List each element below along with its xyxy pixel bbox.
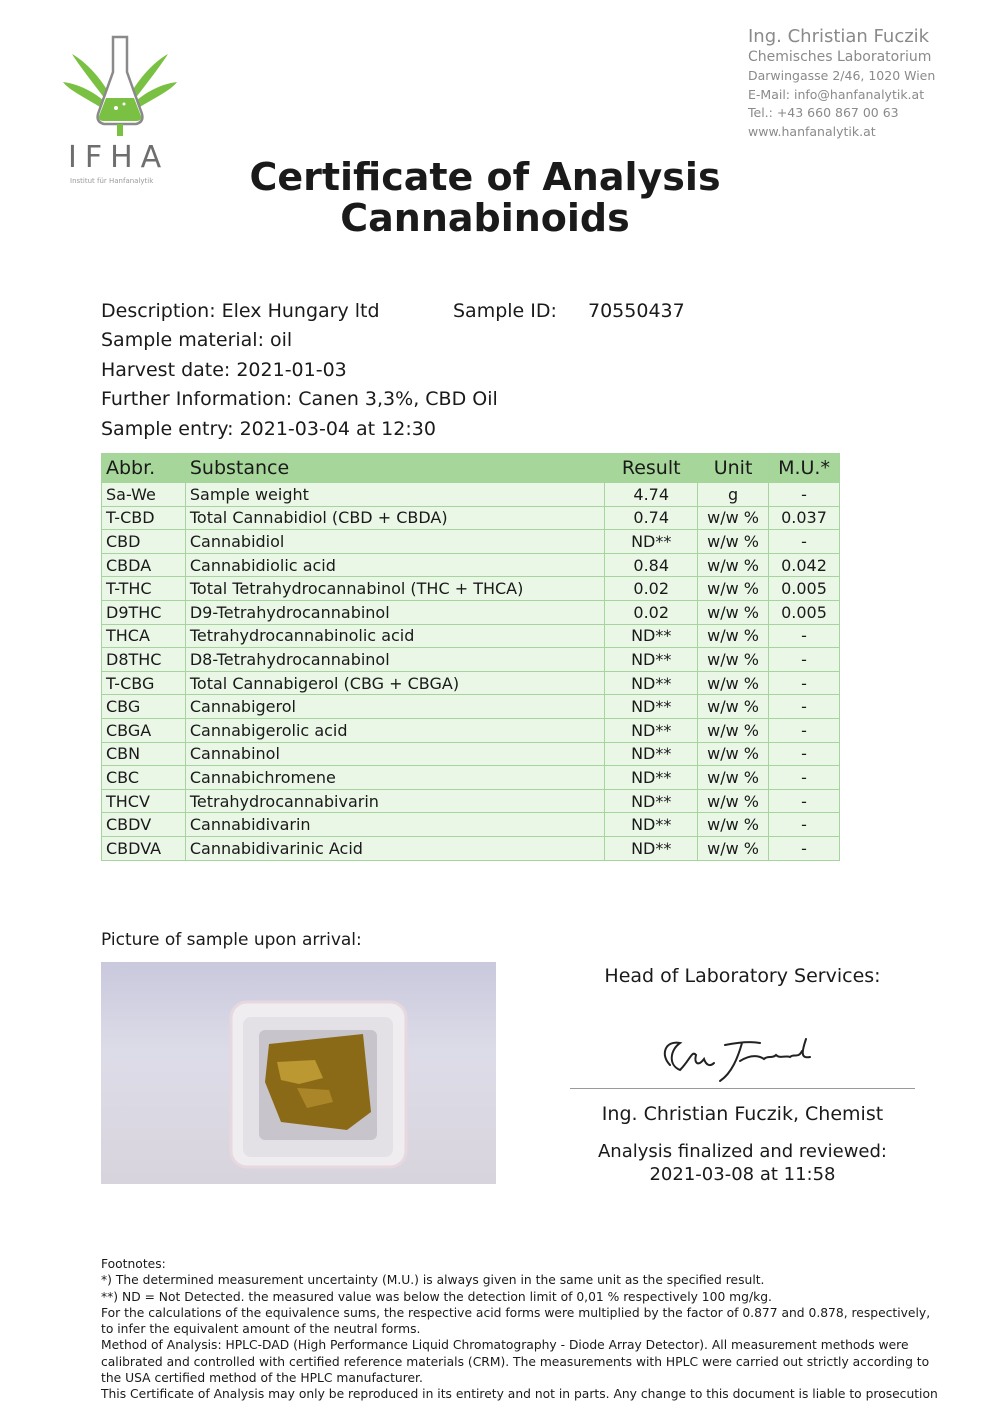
cell-substance: Total Cannabigerol (CBG + CBGA) [185,671,604,695]
cell-mu: - [769,671,840,695]
lab-type: Chemisches Laboratorium [748,49,932,65]
cell-mu: - [769,695,840,719]
cell-abbr: D8THC [102,648,186,672]
cell-unit: w/w % [698,553,769,577]
cell-mu: - [769,624,840,648]
lab-web: www.hanfanalytik.at [748,123,876,139]
sample-dish-image [101,962,496,1184]
cell-result: ND** [605,671,698,695]
cell-abbr: CBDV [102,813,186,837]
table-row [102,742,840,766]
cell-mu: 0.037 [769,506,840,530]
cell-substance: Cannabichromene [185,766,604,790]
cell-unit: w/w % [698,648,769,672]
cell-substance: Cannabidivarin [185,813,604,837]
cell-mu: 0.005 [769,577,840,601]
cell-abbr: T-THC [102,577,186,601]
cell-substance: Cannabidiolic acid [185,553,604,577]
header-substance: Substance [185,454,604,483]
cell-result: ND** [605,718,698,742]
lab-address: Darwingasse 2/46, 1020 Wien [748,68,936,83]
table-row [102,813,840,837]
cell-substance: Cannabidiol [185,530,604,554]
cell-result: 0.02 [605,600,698,624]
cell-substance: Tetrahydrocannabivarin [185,789,604,813]
table-row [102,648,840,672]
cell-result: ND** [605,648,698,672]
cannabis-flask-icon [60,32,180,142]
table-row [102,836,840,860]
cell-mu: - [769,813,840,837]
chemist-name: Ing. Christian Fuczik, Chemist [601,1103,884,1125]
cell-result: ND** [605,813,698,837]
lab-email: E-Mail: info@hanfanalytik.at [748,86,925,102]
cell-result: 0.74 [605,506,698,530]
cell-mu: - [769,530,840,554]
cell-unit: g [698,483,769,507]
table-row [102,624,840,648]
footnotes-title: Footnotes: [101,1257,166,1271]
cell-substance: Total Tetrahydrocannabinol (THC + THCA) [185,577,604,601]
header-unit: Unit [698,454,769,483]
logo-subtext: Institut für Hanfanalytik [70,177,154,185]
cell-substance: D9-Tetrahydrocannabinol [185,600,604,624]
cell-substance: D8-Tetrahydrocannabinol [185,648,604,672]
cell-abbr: CBDA [102,553,186,577]
cell-result: ND** [605,836,698,860]
finalized-date: 2021-03-08 at 11:58 [649,1164,836,1185]
further-information: Further Information: Canen 3,3%, CBD Oil [101,388,498,410]
sample-entry: Sample entry: 2021-03-04 at 12:30 [101,418,436,440]
header-mu: M.U.* [769,454,840,483]
cell-unit: w/w % [698,671,769,695]
cell-abbr: THCA [102,624,186,648]
cell-unit: w/w % [698,718,769,742]
cell-result: ND** [605,530,698,554]
cell-unit: w/w % [698,624,769,648]
picture-label: Picture of sample upon arrival: [101,930,362,950]
cell-unit: w/w % [698,742,769,766]
footnote-reproduction: This Certificate of Analysis may only be reproduced in its entirety and not in parts. Any change to this document is liable to prosecution [101,1387,938,1402]
results-body [102,483,840,861]
cell-result: 4.74 [605,483,698,507]
sample-material: Sample material: oil [101,329,293,351]
description: Description: Elex Hungary ltd [101,300,380,322]
cell-abbr: T-CBG [102,671,186,695]
table-row [102,695,840,719]
cell-substance: Cannabigerol [185,695,604,719]
cell-mu: - [769,742,840,766]
cell-mu: 0.005 [769,600,840,624]
cell-substance: Sample weight [185,483,604,507]
cell-result: ND** [605,695,698,719]
signature-image [640,1025,840,1095]
cell-result: ND** [605,766,698,790]
cell-unit: w/w % [698,577,769,601]
cell-abbr: CBG [102,695,186,719]
footnote-method: Method of Analysis: HPLC-DAD (High Performance Liquid Chromatography - Diode Array Detector). All measurement methods were calibrated and controlled with certified reference materials (CRM). The measurements with HPLC were carried out strictly according to the USA certified method of the HPLC manufacturer. [101,1338,930,1386]
cell-unit: w/w % [698,600,769,624]
cell-mu: 0.042 [769,553,840,577]
cell-abbr: D9THC [102,600,186,624]
lab-name: Ing. Christian Fuczik [748,26,930,47]
sample-id-value: 70550437 [588,300,685,322]
table-row [102,600,840,624]
cell-abbr: Sa-We [102,483,186,507]
cell-unit: w/w % [698,530,769,554]
footnotes [101,1256,941,1403]
cell-result: ND** [605,624,698,648]
logo-text: IFHA [68,140,170,175]
footnote-mu: *) The determined measurement uncertainty (M.U.) is always given in the same unit as the specified result. [101,1273,765,1288]
finalized-label: Analysis finalized and reviewed: [597,1141,887,1162]
cell-abbr: CBC [102,766,186,790]
cell-abbr: T-CBD [102,506,186,530]
cell-abbr: THCV [102,789,186,813]
table-row [102,530,840,554]
cell-abbr: CBGA [102,718,186,742]
cell-unit: w/w % [698,695,769,719]
cell-substance: Cannabinol [185,742,604,766]
cell-substance: Tetrahydrocannabinolic acid [185,624,604,648]
cell-mu: - [769,483,840,507]
lab-tel: Tel.: +43 660 867 00 63 [748,105,899,120]
cell-unit: w/w % [698,506,769,530]
results-table [101,453,840,861]
cell-unit: w/w % [698,789,769,813]
table-header-row [102,454,840,483]
head-of-lab-label: Head of Laboratory Services: [604,965,881,987]
cell-abbr: CBN [102,742,186,766]
signature-line [570,1088,915,1089]
cell-abbr: CBD [102,530,186,554]
cell-result: 0.02 [605,577,698,601]
table-row [102,671,840,695]
finalized-block [570,1140,915,1186]
cell-abbr: CBDVA [102,836,186,860]
handwritten-signature [640,1025,840,1095]
lab-header [748,26,935,141]
harvest-date: Harvest date: 2021-01-03 [101,359,347,381]
cell-unit: w/w % [698,836,769,860]
footnote-nd: **) ND = Not Detected. the measured value was below the detection limit of 0,01 % respectively 100 mg/kg. [101,1289,772,1304]
header-abbr: Abbr. [102,454,186,483]
table-row [102,553,840,577]
title-line-1: Certificate of Analysis [249,155,721,199]
cell-mu: - [769,648,840,672]
cell-substance: Total Cannabidiol (CBD + CBDA) [185,506,604,530]
table-row [102,718,840,742]
cell-result: ND** [605,742,698,766]
cell-mu: - [769,836,840,860]
cell-substance: Cannabidivarinic Acid [185,836,604,860]
table-row [102,483,840,507]
cell-result: 0.84 [605,553,698,577]
cell-unit: w/w % [698,813,769,837]
cell-mu: - [769,766,840,790]
header-result: Result [605,454,698,483]
sample-id-label: Sample ID: [453,300,557,322]
cell-mu: - [769,718,840,742]
sample-photo [101,962,496,1184]
footnote-equivalence: For the calculations of the equivalence sums, the respective acid forms were multiplied by the factor of 0.877 and 0.878, respectively, to infer the equivalent amount of the neutral forms. [101,1305,931,1337]
cell-mu: - [769,789,840,813]
cell-substance: Cannabigerolic acid [185,718,604,742]
page-title [0,157,970,239]
table-row [102,506,840,530]
title-line-2: Cannabinoids [340,196,630,240]
table-row [102,766,840,790]
table-row [102,577,840,601]
cell-unit: w/w % [698,766,769,790]
cell-result: ND** [605,789,698,813]
table-row [102,789,840,813]
